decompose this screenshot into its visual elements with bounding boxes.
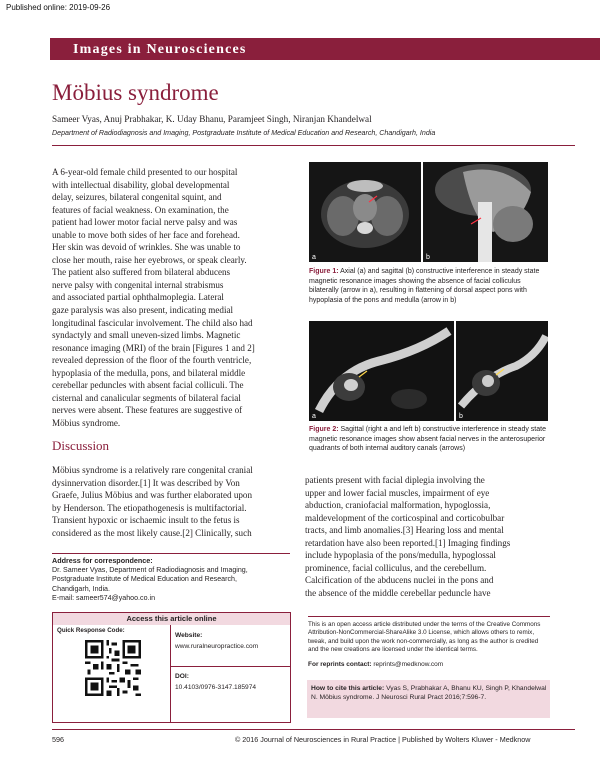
doi-link[interactable]: 10.4103/0976-3147.185974 xyxy=(175,684,257,691)
correspondence-heading: Address for correspondence: xyxy=(52,556,153,565)
text-line: include hypoplasia of the pons/medulla, hypoglossal xyxy=(305,550,496,561)
correspondence-address xyxy=(52,566,290,604)
text-line: prominence, facial colliculus, and the cerebellum. xyxy=(305,562,487,573)
header-rule xyxy=(52,145,575,146)
figure1-caption xyxy=(309,267,550,305)
affiliation: Department of Radiodiagnosis and Imaging, Postgraduate Institute of Medical Education and Research, Chandigarh, India xyxy=(52,129,436,137)
mri-sagittal-iac-image-a xyxy=(309,321,454,421)
text-line: unable to move both sides of her face and forehead. xyxy=(52,229,240,240)
access-heading: Access this article online xyxy=(53,613,290,625)
license-rule xyxy=(308,616,550,617)
article-title: Möbius syndrome xyxy=(52,80,219,105)
cite-reference: Vyas S, Prabhakar A, Bhanu KU, Singh P, Khandelwal N. Möbius syndrome. J Neurosci Rural Pract 2016;7:596-7. xyxy=(311,685,547,702)
figure2-caption xyxy=(309,425,550,454)
address-line: Postgraduate Institute of Medical Education and Research, xyxy=(52,575,237,584)
mri-sagittal-iac-image-b xyxy=(456,321,548,421)
figure1-panel-b xyxy=(423,162,548,262)
cite-label: How to cite this article: xyxy=(311,685,385,692)
address-line: Dr. Sameer Vyas, Department of Radiodiagnosis and Imaging, xyxy=(52,566,248,574)
text-line: revealed depression of the floor of the fourth ventricle, xyxy=(52,355,252,366)
text-line: nerves were absent. These features are suggestive of xyxy=(52,405,243,416)
reprints-label: For reprints contact: xyxy=(308,661,372,668)
case-paragraph xyxy=(52,166,295,429)
figure1-label: Figure 1: xyxy=(309,268,339,275)
reprints-email-link[interactable]: reprints@medknow.com xyxy=(373,661,444,668)
text-line: delay, seizures, bilateral congenital squint, and xyxy=(52,192,222,203)
address-line: Chandigarh, India. xyxy=(52,584,110,593)
text-line: Möbius syndrome is a relatively rare congenital cranial xyxy=(52,465,253,475)
figure2-caption-text: Sagittal (right a and left b) constructive interference in steady state magnetic resonance images show absent facial nerves in the anterosuperior quadrants of both internal auditory canals (arrows) xyxy=(309,426,546,453)
text-line: maldevelopment of the corticospinal and corticobulbar xyxy=(305,512,505,523)
text-line: close her mouth, raise her eyebrows, or speak clearly. xyxy=(52,254,247,265)
footer-rule xyxy=(52,729,575,730)
text-line: Möbius syndrome. xyxy=(52,417,121,428)
text-line: by Henderson. The etiopathogenesis is multifactorial. xyxy=(52,502,247,513)
website-link[interactable]: www.ruralneuropractice.com xyxy=(175,643,259,650)
text-line: resonance imaging (MRI) of the brain [Figures 1 and 2] xyxy=(52,342,255,353)
panel-label: b xyxy=(459,413,463,420)
text-line: patient had lower motor facial nerve palsy and was xyxy=(52,217,238,228)
text-line: longitudinal fascicular involvement. The child also had xyxy=(52,317,253,328)
figure1-panel-a xyxy=(309,162,421,262)
panel-label: b xyxy=(426,254,430,261)
discussion-continuation xyxy=(305,474,549,599)
access-divider-horizontal xyxy=(170,666,291,667)
text-line: gaze paralysis was also present, indicating medial xyxy=(52,305,234,316)
text-line: hypoplasia of the medulla, pons, and bilateral middle xyxy=(52,367,246,378)
text-line: patients present with facial diplegia involving the xyxy=(305,475,485,485)
text-line: features of facial weakness. On examination, the xyxy=(52,204,229,215)
access-divider-vertical xyxy=(170,625,171,723)
section-title: Images in Neurosciences xyxy=(73,42,247,57)
doi-label: DOI: xyxy=(175,673,189,680)
text-line: The patient also suffered from bilateral abducens xyxy=(52,267,231,278)
text-line: Transient hypoxic or ischaemic insult to the fetus is xyxy=(52,515,240,526)
text-line: Calcification of the abducens nuclei in the pons and xyxy=(305,575,494,586)
text-line: abduction, craniofacial malformation, hypoglossia, xyxy=(305,500,491,511)
email-link[interactable]: E-mail: sameer574@yahoo.co.in xyxy=(52,594,156,603)
figure1-caption-text: Axial (a) and sagittal (b) constructive interference in steady state magnetic resonance images showing the absence of facial colliculus bilaterally (arrow in a), resulting in flattening of dorsal aspect pons with hypoplasia of the pons and medulla (arrow in b) xyxy=(309,268,540,304)
discussion-heading: Discussion xyxy=(52,438,110,453)
cite-text xyxy=(311,684,548,702)
qr-label: Quick Response Code: xyxy=(57,627,125,634)
page-number: 596 xyxy=(52,735,64,744)
website-label: Website: xyxy=(175,632,203,639)
mri-sagittal-image xyxy=(423,162,548,262)
text-line: with intellectual disability, global developmental xyxy=(52,179,230,190)
text-line: considered as the most likely cause.[2] Clinically, such xyxy=(52,527,252,538)
figure2-panel-a xyxy=(309,321,454,421)
correspondence-rule xyxy=(52,553,290,554)
figure2-panel-b xyxy=(456,321,548,421)
figure2-label: Figure 2: xyxy=(309,426,339,433)
text-line: retardation have also been reported.[1] Imaging findings xyxy=(305,537,511,548)
panel-label: a xyxy=(312,413,316,420)
text-line: nerve palsy with congenital internal strabismus xyxy=(52,279,224,290)
text-line: tracts, and limb anomalies.[3] Hearing loss and mental xyxy=(305,525,504,536)
text-line: the absence of the middle cerebellar peduncle have xyxy=(305,587,491,598)
text-line: upper and lower facial muscles, impairment of eye xyxy=(305,487,490,498)
text-line: syndactyly and small uneven-sized limbs. Magnetic xyxy=(52,330,241,341)
reprints-line xyxy=(308,661,443,668)
text-line: Her skin was devoid of wrinkles. She was unable to xyxy=(52,242,241,253)
panel-label: a xyxy=(312,254,316,261)
qr-code-icon[interactable] xyxy=(85,640,141,696)
mri-axial-image xyxy=(309,162,421,262)
text-line: Graefe, Julius Möbius and was further elaborated upon xyxy=(52,490,253,501)
text-line: cerebellar peduncles with absent facial colliculi. The xyxy=(52,380,244,391)
authors: Sameer Vyas, Anuj Prabhakar, K. Uday Bhanu, Paramjeet Singh, Niranjan Khandelwal xyxy=(52,114,372,124)
text-line: dysinnervation disorder.[1] It was described by Von xyxy=(52,477,240,488)
text-line: A 6-year-old female child presented to our hospital xyxy=(52,167,238,177)
discussion-paragraph xyxy=(52,464,295,539)
published-online-date: Published online: 2019-09-26 xyxy=(6,3,111,12)
footer-text: © 2016 Journal of Neurosciences in Rural Practice | Published by Wolters Kluwer - Medknow xyxy=(235,735,531,744)
text-line: cisternal and canalicular segments of bilateral facial xyxy=(52,392,241,403)
text-line: and associated partial ophthalmoplegia. Lateral xyxy=(52,292,224,303)
license-text: This is an open access article distributed under the terms of the Creative Commons Attribution-NonCommercial-ShareAlike 3.0 License, which allows others to remix, tweak, and build upon the work non-commercially, as long as the author is credited and the new creations are licensed under the identical terms. xyxy=(308,621,541,654)
